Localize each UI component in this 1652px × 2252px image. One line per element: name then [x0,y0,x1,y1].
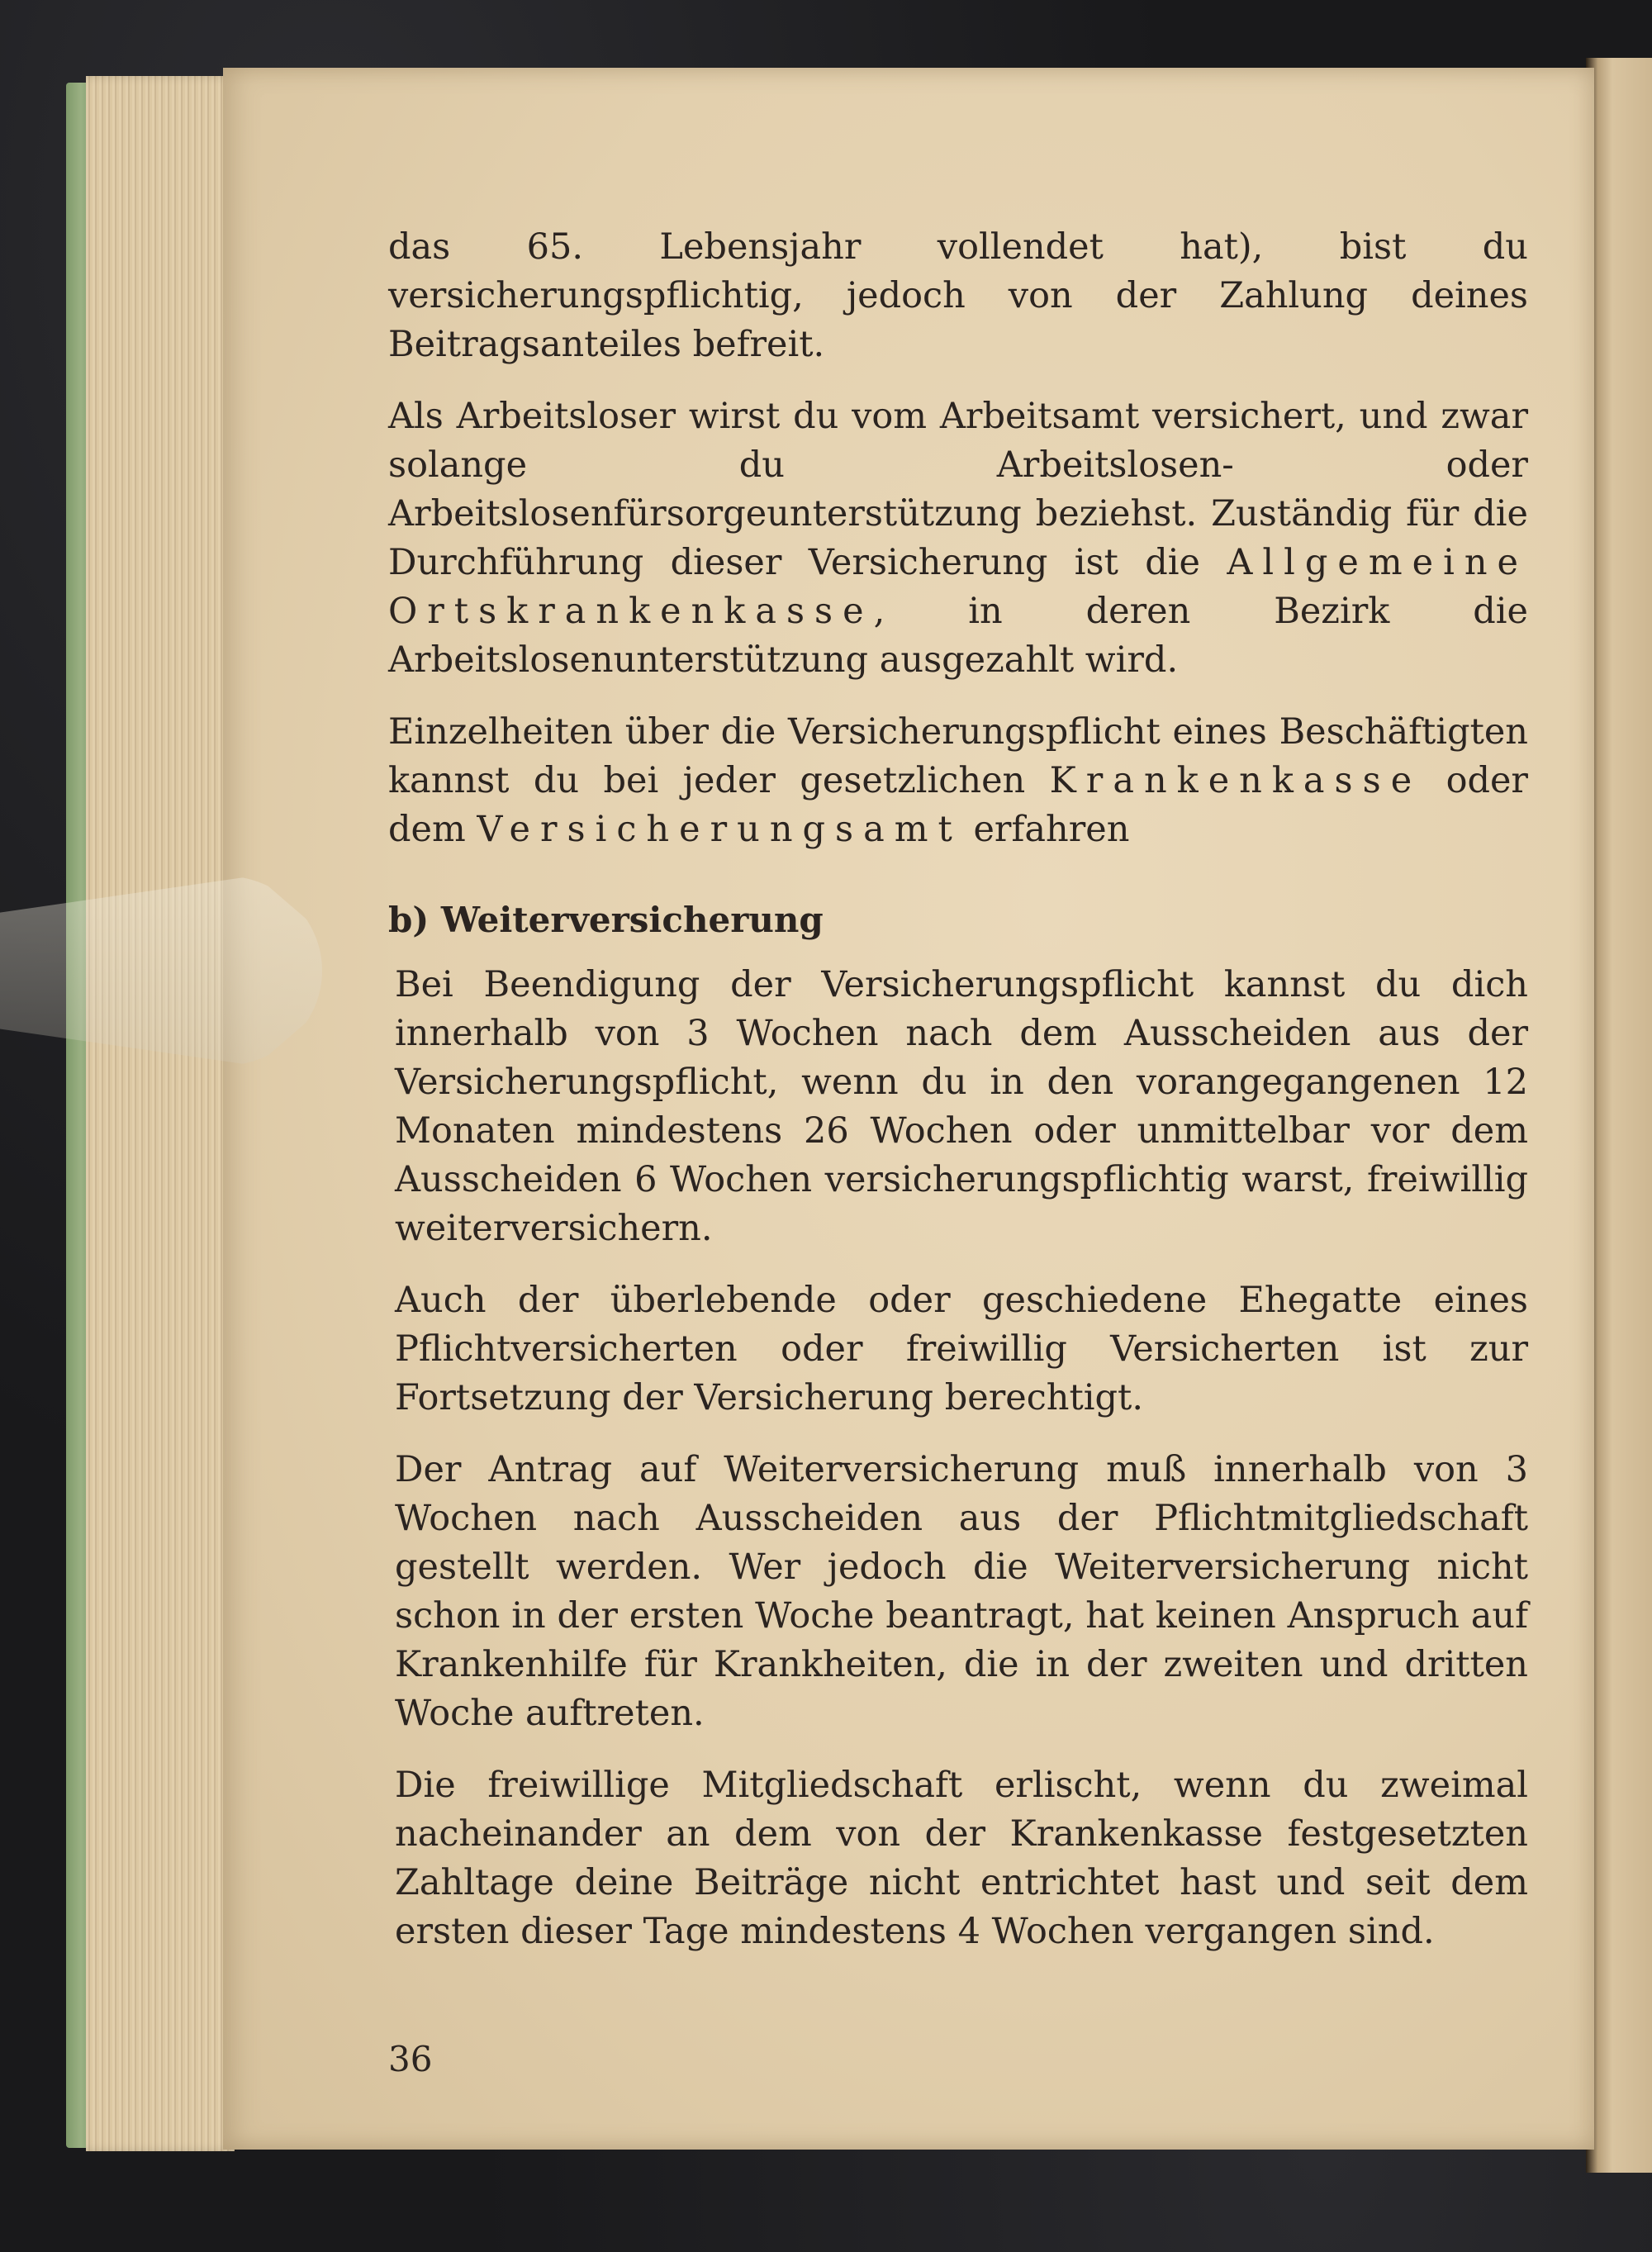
text-run: Einzelheiten über die Versicherungspflicht eines Beschäftigten kannst du bei jeder gesetzlichen [388,711,1528,801]
paragraph-intro: das 65. Lebensjahr vollendet hat), bist du versicherungspflichtig, jedoch von der Zahlung deines Beitragsanteiles befreit. [388,226,1528,365]
text-run: erfahren [961,809,1130,850]
opposite-page-edge [1586,58,1652,2173]
paragraph: Auch der überlebende oder geschiedene Ehegatte eines Pflichtversicherten oder freiwillig Versicherten ist zur Fortsetzung der Versicherung berechtigt. [395,1280,1528,1418]
section-heading: b) Weiterversicherung [388,900,824,940]
text-run: oder dem [388,760,1528,850]
paragraph: Die freiwillige Mitgliedschaft erlischt, wenn du zweimal nacheinander an dem von der Krankenkasse festgesetzten Zahltage deine Beiträge nicht entrichtet hast und seit dem ersten dieser Tage mindestens 4 Wochen vergangen sind. [395,1765,1528,1952]
page-number: 36 [388,2039,433,2079]
paragraph-arbeitsloser [388,392,1528,685]
paragraph: Bei Beendigung der Versicherungspflicht kannst du dich innerhalb von 3 Wochen nach dem Ausscheiden aus der Versicherungspflicht, wenn du in den vorangegangenen 12 Monaten mindestens 26 Wochen oder unmittelbar vor dem Ausscheiden 6 Wochen versicherungspflichtig warst, freiwillig weiterversichern. [395,964,1528,1249]
section-body [388,961,1528,1956]
page-stack-edges [86,76,235,2151]
text-run: Als Arbeitsloser wirst du vom Arbeitsamt versichert, und zwar solange du Arbeitslosen- oder Arbeitslosenfürsorgeunterstützung beziehst. Zuständig für die Durchführung dieser Versicherung ist die [388,396,1528,583]
spaced-term: Versicherungsamt [477,809,962,850]
text-run: , in deren Bezirk die Arbeitslosenunterstützung ausgezahlt wird. [388,591,1528,681]
spaced-term: Allgemeine Ortskrankenkasse [388,542,1528,632]
spaced-term: Krankenkasse [1049,760,1422,801]
paragraph-einzelheiten [388,708,1528,854]
page-text [388,223,1528,1979]
paragraph: Der Antrag auf Weiterversicherung muß innerhalb von 3 Wochen nach Ausscheiden aus der Pflichtmitgliedschaft gestellt werden. Wer jedoch die Weiterversicherung nicht schon in der ersten Woche beantragt, hat keinen Anspruch auf Krankenhilfe für Krankheiten, die in der zweiten und dritten Woche auftreten. [395,1449,1528,1734]
